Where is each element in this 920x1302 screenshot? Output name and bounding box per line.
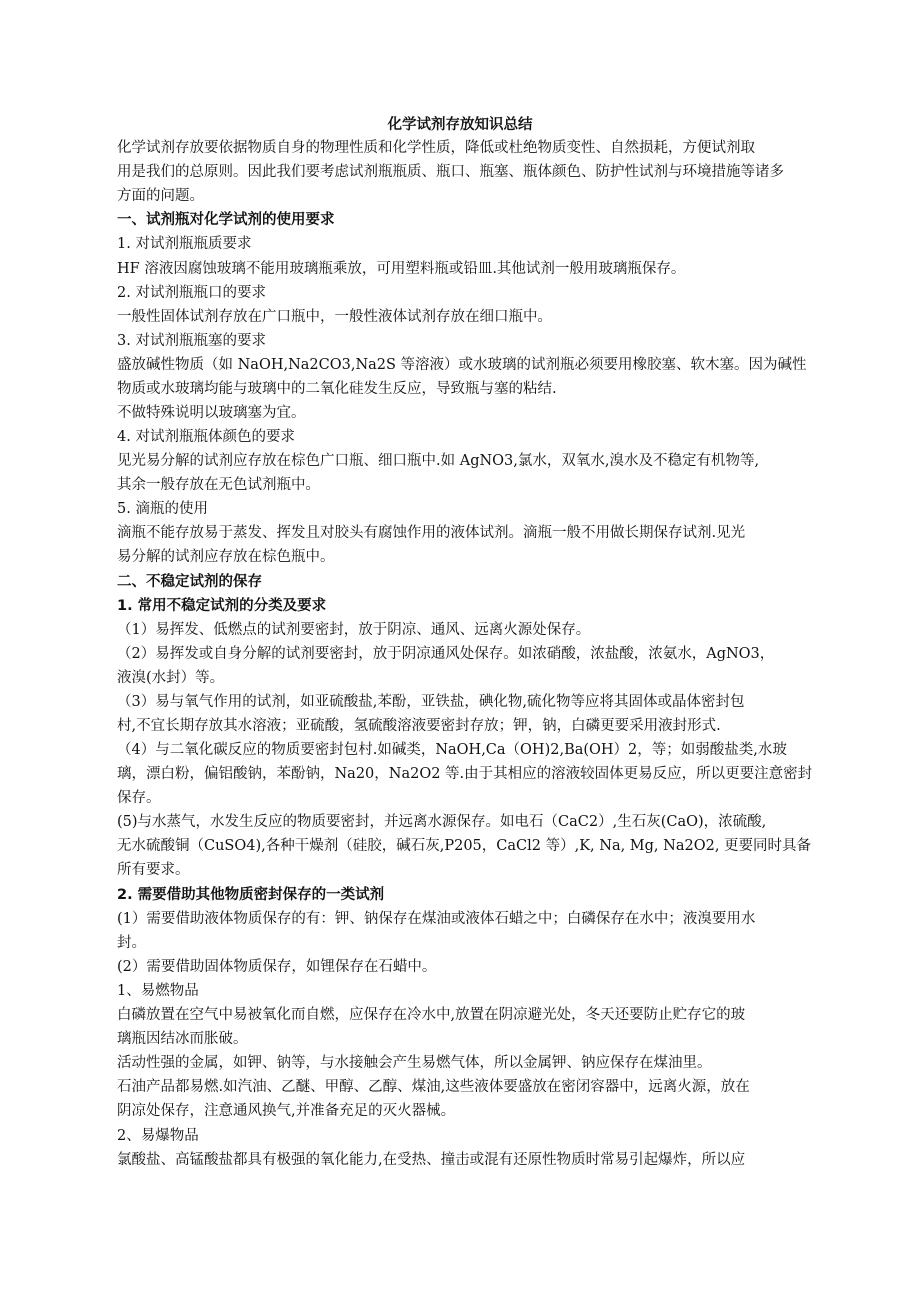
paragraph-line: （1）易挥发、低燃点的试剂要密封，放于阴凉、通风、远离火源处保存。 — [117, 622, 591, 638]
paragraph-line: 不做特殊说明以玻璃塞为宜。 — [117, 405, 306, 421]
paragraph-line: 滴瓶不能存放易于蒸发、挥发且对胶头有腐蚀作用的液体试剂。滴瓶一般不用做长期保存试剂.见光 — [117, 525, 746, 541]
paragraph-line: 方面的问题。 — [117, 188, 204, 204]
document-title: 化学试剂存放知识总结 — [387, 117, 533, 133]
paragraph-line: 其余一般存放在无色试剂瓶中。 — [117, 477, 320, 493]
paragraph-line: 璃，漂白粉，偏铝酸钠，苯酚钠，Na20，Na2O2 等.由于其相应的溶液较固体更易反应，所以更要注意密封 — [117, 766, 813, 782]
subsection-heading: 2. 需要借助其他物质密封保存的一类试剂 — [117, 887, 385, 903]
paragraph-line: 用是我们的总原则。因此我们要考虑试剂瓶瓶质、瓶口、瓶塞、瓶体颜色、防护性试剂与环境措施等诸多 — [117, 164, 784, 180]
paragraph-line: 所有要求。 — [117, 862, 190, 878]
subsection-heading: 5. 滴瓶的使用 — [117, 501, 208, 517]
section-heading: 一、试剂瓶对化学试剂的使用要求 — [117, 212, 335, 228]
subsection-heading: 2、易爆物品 — [117, 1128, 199, 1144]
paragraph-line: (1）需要借助液体物质保存的有：钾、钠保存在煤油或液体石蜡之中；白磷保存在水中；液溴要用水 — [117, 911, 756, 927]
paragraph-line: (2）需要借助固体物质保存，如锂保存在石蜡中。 — [117, 959, 437, 975]
paragraph-line: （4）与二氧化碳反应的物质要密封包村.如碱类，NaOH,Ca（OH)2,Ba(OH）2，等；如弱酸盐类,水玻 — [117, 742, 787, 758]
paragraph-line: 一般性固体试剂存放在广口瓶中，一般性液体试剂存放在细口瓶中。 — [117, 309, 552, 325]
paragraph-line: 村,不宜长期存放其水溶液；亚硫酸，氢硫酸溶液要密封存放；钾，钠，白磷更要采用液封形式. — [117, 718, 721, 734]
paragraph-line: 阴凉处保存，注意通风换气,并准备充足的灭火器械。 — [117, 1103, 456, 1119]
subsection-heading: 3. 对试剂瓶瓶塞的要求 — [117, 333, 266, 349]
paragraph-line: 物质或水玻璃均能与玻璃中的二氧化硅发生反应，导致瓶与塞的粘结. — [117, 381, 557, 397]
subsection-heading: 1、易燃物品 — [117, 983, 199, 999]
subsection-heading: 1. 对试剂瓶瓶质要求 — [117, 236, 252, 252]
subsection-heading: 4. 对试剂瓶瓶体颜色的要求 — [117, 429, 295, 445]
paragraph-line: 璃瓶因结冰而胀破。 — [117, 1031, 248, 1047]
paragraph-line: 化学试剂存放要依据物质自身的物理性质和化学性质，降低或杜绝物质变性、自然损耗，方便试剂取 — [117, 140, 755, 156]
paragraph-line: 活动性强的金属，如钾、钠等，与水接触会产生易燃气体，所以金属钾、钠应保存在煤油里。 — [117, 1055, 712, 1071]
paragraph-line: HF 溶液因腐蚀玻璃不能用玻璃瓶乘放，可用塑料瓶或铅皿.其他试剂一般用玻璃瓶保存。 — [117, 261, 686, 277]
paragraph-line: 液溴(水封）等。 — [117, 670, 225, 686]
paragraph-line: (5)与水蒸气，水发生反应的物质要密封，并远离水源保存。如电石（CaC2）,生石灰(CaO)，浓硫酸, — [117, 814, 767, 830]
paragraph-line: 见光易分解的试剂应存放在棕色广口瓶、细口瓶中.如 AgNO3,氯水，双氧水,溴水及不稳定有机物等, — [117, 453, 760, 469]
paragraph-line: 保存。 — [117, 790, 161, 806]
paragraph-line: 盛放碱性物质（如 NaOH,Na2CO3,Na2S 等溶液）或水玻璃的试剂瓶必须要用橡胶塞、软木塞。因为碱性 — [117, 357, 807, 373]
paragraph-line: （2）易挥发或自身分解的试剂要密封，放于阴凉通风处保存。如浓硝酸，浓盐酸，浓氨水，AgNO3， — [117, 646, 775, 662]
paragraph-line: 氯酸盐、高锰酸盐都具有极强的氧化能力,在受热、撞击或混有还原性物质时常易引起爆炸，所以应 — [117, 1152, 746, 1168]
paragraph-line: 无水硫酸铜（CuSO4),各种干燥剂（硅胶，碱石灰,P205，CaCl2 等）,K, Na, Mg, Na2O2, 更要同时具备 — [117, 838, 812, 854]
paragraph-line: 白磷放置在空气中易被氧化而自燃，应保存在冷水中,放置在阴凉避光处，冬天还要防止贮存它的玻 — [117, 1007, 746, 1023]
paragraph-line: 石油产品都易燃.如汽油、乙醚、甲醇、乙醇、煤油,这些液体要盛放在密闭容器中，远离火源，放在 — [117, 1079, 750, 1095]
paragraph-line: 易分解的试剂应存放在棕色瓶中。 — [117, 549, 335, 565]
paragraph-line: （3）易与氧气作用的试剂，如亚硫酸盐,苯酚，亚铁盐，碘化物,硫化物等应将其固体或晶体密封包 — [117, 694, 745, 710]
subsection-heading: 2. 对试剂瓶瓶口的要求 — [117, 285, 266, 301]
section-heading: 二、不稳定试剂的保存 — [117, 574, 262, 590]
paragraph-line: 封。 — [117, 935, 146, 951]
subsection-heading: 1. 常用不稳定试剂的分类及要求 — [117, 598, 327, 614]
